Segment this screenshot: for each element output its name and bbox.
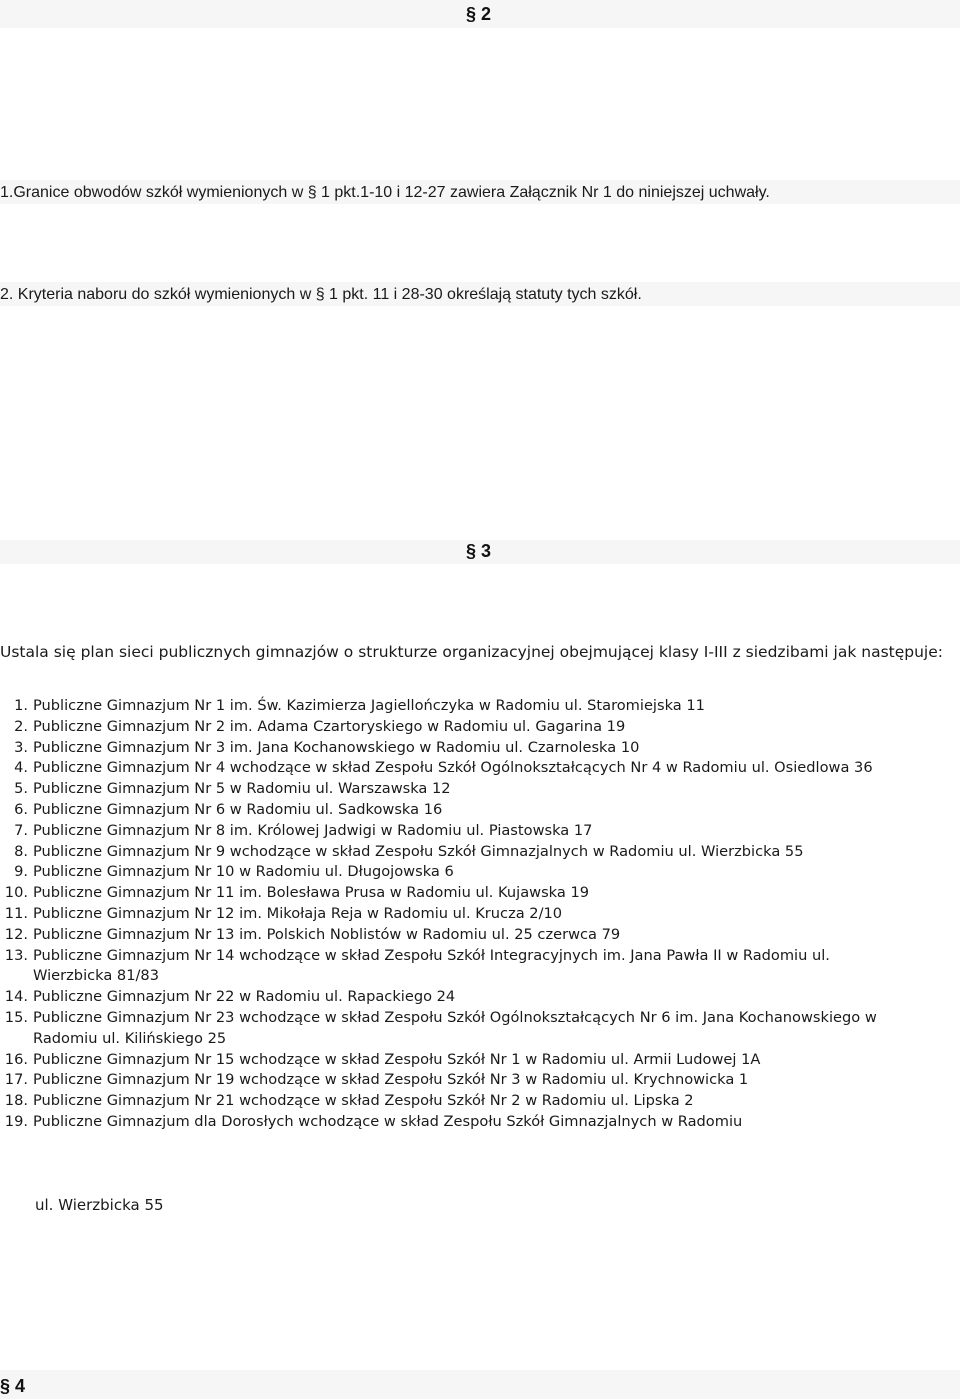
list-item: [0, 1008, 960, 1050]
item-text: Publiczne Gimnazjum Nr 2 im. Adama Czartoryskiego w Radomiu ul. Gagarina 19: [33, 717, 626, 735]
item-text: Publiczne Gimnazjum Nr 11 im. Bolesława Prusa w Radomiu ul. Kujawska 19: [33, 884, 590, 902]
list-item: [0, 821, 960, 842]
list-item: [0, 1050, 960, 1071]
item-text-continued: Wierzbicka 81/83: [33, 967, 159, 985]
item-text: Publiczne Gimnazjum Nr 1 im. Św. Kazimierza Jagiellończyka w Radomiu ul. Staromiejska 11: [33, 697, 705, 714]
item-text: Publiczne Gimnazjum Nr 8 im. Królowej Jadwigi w Radomiu ul. Piastowska 17: [33, 821, 593, 839]
item-text: Publiczne Gimnazjum Nr 21 wchodzące w skład Zespołu Szkół Nr 2 w Radomiu ul. Lipska 2: [33, 1092, 694, 1110]
list-item: [0, 1112, 960, 1133]
list-item: [0, 883, 960, 904]
item-number: 13.: [4, 946, 28, 964]
list-item: [0, 696, 960, 717]
item-text: Publiczne Gimnazjum Nr 4 wchodzące w skład Zespołu Szkół Ogólnokształcących Nr 4 w Radomiu ul. Osiedlowa 36: [33, 759, 873, 777]
item-number: 11.: [4, 904, 28, 922]
list-item: [0, 862, 960, 883]
schools-list: [0, 696, 960, 1133]
list-item: [0, 1070, 960, 1091]
item-19-address: ul. Wierzbicka 55: [35, 1196, 164, 1214]
item-number: 15.: [4, 1008, 28, 1026]
list-item: [0, 925, 960, 946]
list-item: [0, 738, 960, 759]
item-number: 8.: [14, 842, 28, 860]
intro-text: Ustala się plan sieci publicznych gimnazjów o strukturze organizacyjnej obejmującej klasy I-III z siedzibami jak następuje:: [0, 643, 943, 661]
section-2-heading: [466, 4, 491, 25]
item-text: Publiczne Gimnazjum Nr 6 w Radomiu ul. Sadkowska 16: [33, 800, 443, 818]
item-text: Publiczne Gimnazjum Nr 14 wchodzące w skład Zespołu Szkół Integracyjnych im. Jana Pawła II w Radomiu ul.: [33, 946, 830, 964]
list-item: [0, 758, 960, 779]
item-number: 18.: [4, 1092, 28, 1110]
list-item: [0, 946, 960, 988]
paragraph-1: 1.Granice obwodów szkół wymienionych w § 1 pkt.1-10 i 12-27 zawiera Załącznik Nr 1 do niniejszej uchwały.: [0, 184, 770, 201]
item-text: Publiczne Gimnazjum dla Dorosłych wchodzące w skład Zespołu Szkół Gimnazjalnych w Radomiu: [33, 1112, 743, 1130]
section-number: 2: [481, 4, 492, 24]
item-number: 19.: [4, 1112, 28, 1130]
section-symbol: §: [0, 1376, 11, 1396]
paragraph-2: 2. Kryteria naboru do szkół wymienionych w § 1 pkt. 11 i 28-30 określają statuty tych szkół.: [0, 286, 642, 303]
list-item: [0, 779, 960, 800]
list-item: [0, 987, 960, 1008]
list-item: [0, 1091, 960, 1112]
footer-band: [0, 1370, 960, 1399]
item-text: Publiczne Gimnazjum Nr 22 w Radomiu ul. Rapackiego 24: [33, 988, 456, 1006]
item-number: 5.: [14, 780, 28, 798]
item-text: Publiczne Gimnazjum Nr 3 im. Jana Kochanowskiego w Radomiu ul. Czarnoleska 10: [33, 738, 640, 756]
item-number: 4.: [14, 759, 28, 777]
item-number: 6.: [14, 800, 28, 818]
section-3-heading: [466, 541, 491, 562]
item-number: 10.: [4, 884, 28, 902]
list-item: [0, 717, 960, 738]
item-number: 17.: [4, 1071, 28, 1089]
item-number: 3.: [14, 738, 28, 756]
item-text: Publiczne Gimnazjum Nr 10 w Radomiu ul. Długojowska 6: [33, 863, 454, 881]
item-text: Publiczne Gimnazjum Nr 12 im. Mikołaja Reja w Radomiu ul. Krucza 2/10: [33, 904, 563, 922]
section-number: 3: [481, 541, 492, 561]
item-number: 9.: [14, 863, 28, 881]
section-symbol: §: [466, 4, 477, 24]
list-item: [0, 800, 960, 821]
item-number: 7.: [14, 821, 28, 839]
list-item: [0, 904, 960, 925]
list-item: [0, 842, 960, 863]
section-number: 4: [15, 1376, 26, 1396]
item-text: Publiczne Gimnazjum Nr 23 wchodzące w skład Zespołu Szkół Ogólnokształcących Nr 6 im. Jana Kochanowskiego w: [33, 1008, 877, 1026]
item-text: Publiczne Gimnazjum Nr 13 im. Polskich Noblistów w Radomiu ul. 25 czerwca 79: [33, 925, 621, 943]
item-number: 12.: [4, 925, 28, 943]
item-text: Publiczne Gimnazjum Nr 19 wchodzące w skład Zespołu Szkół Nr 3 w Radomiu ul. Krychnowicka 1: [33, 1071, 749, 1089]
item-text: Publiczne Gimnazjum Nr 15 wchodzące w skład Zespołu Szkół Nr 1 w Radomiu ul. Armii Ludowej 1A: [33, 1050, 761, 1068]
item-text: Publiczne Gimnazjum Nr 9 wchodzące w skład Zespołu Szkół Gimnazjalnych w Radomiu ul. Wierzbicka 55: [33, 842, 804, 860]
item-number: 2.: [14, 717, 28, 735]
section-4-heading: [0, 1376, 25, 1397]
item-number: 1.: [14, 697, 28, 714]
item-text: Publiczne Gimnazjum Nr 5 w Radomiu ul. Warszawska 12: [33, 780, 451, 798]
section-symbol: §: [466, 541, 477, 561]
item-number: 16.: [4, 1050, 28, 1068]
item-number: 14.: [4, 988, 28, 1006]
item-text-continued: Radomiu ul. Kilińskiego 25: [33, 1029, 227, 1047]
